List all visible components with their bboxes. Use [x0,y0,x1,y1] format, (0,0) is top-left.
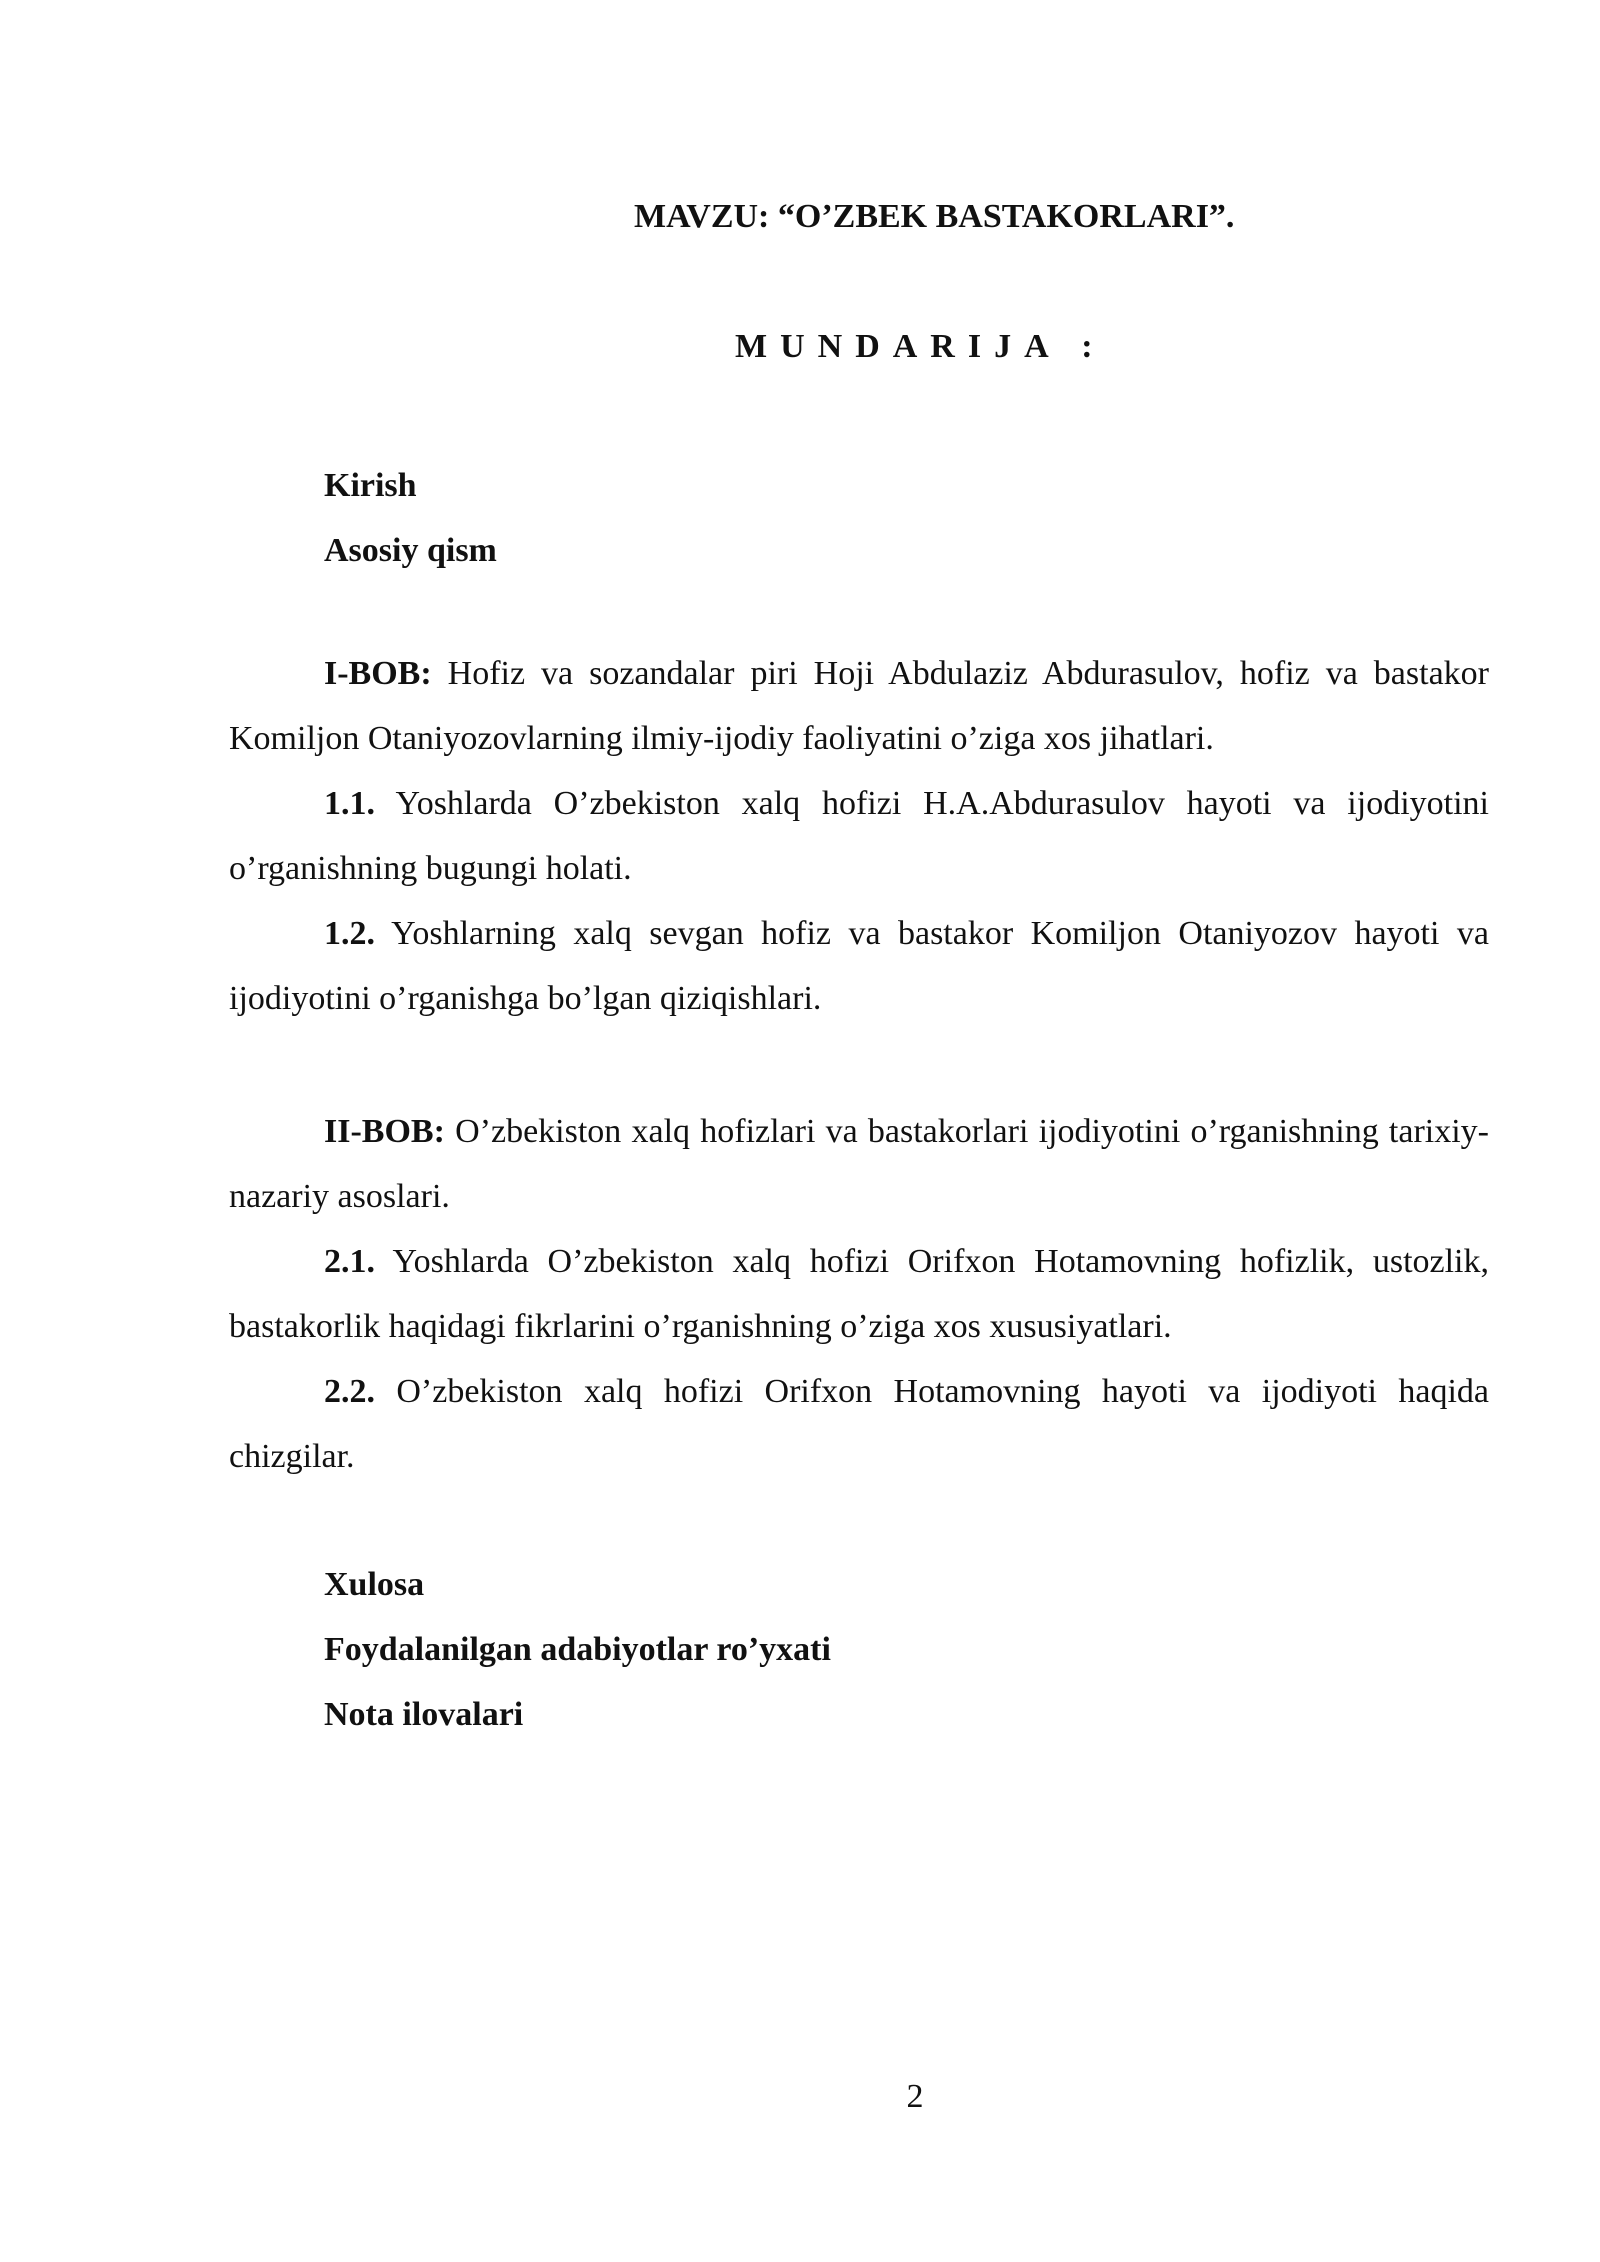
toc-chapter-2 [229,1099,1489,1489]
chapter-2-text: O’zbekiston xalq hofizlari va bastakorlari ijodiyotini o’rganishning tarixiy-nazariy asoslari. [229,1113,1489,1215]
toc-item-sheet-music-appendix: Nota ilovalari [324,1696,524,1733]
section-1-1-label: 1.1. [324,785,375,822]
section-2-1-label: 2.1. [324,1243,375,1280]
chapter-1-label: I-BOB: [324,655,432,692]
toc-item-introduction: Kirish [324,467,417,504]
toc-closing-list [324,1552,831,1747]
toc-heading: MUNDARIJA : [735,328,1106,365]
section-1-2-text: Yoshlarning xalq sevgan hofiz va bastakor Komiljon Otaniyozov hayoti va ijodiyotini o’rganishga bo’lgan qiziqishlari. [229,915,1489,1017]
chapter-2-heading [229,1099,1489,1229]
toc-intro-list [324,453,497,583]
document-title: MAVZU: “O’ZBEK BASTAKORLARI”. [634,198,1235,235]
section-2-2-text: O’zbekiston xalq hofizi Orifxon Hotamovning hayoti va ijodiyoti haqida chizgilar. [229,1373,1489,1475]
chapter-1-text: Hofiz va sozandalar piri Hoji Abdulaziz Abdurasulov, hofiz va bastakor Komiljon Otaniyozovlarning ilmiy-ijodiy faoliyatini o’ziga xos jihatlari. [229,655,1489,757]
toc-item-conclusion: Xulosa [324,1566,425,1603]
page-number: 2 [906,2078,924,2115]
chapter-1-heading [229,641,1489,771]
section-2-2 [229,1359,1489,1489]
section-2-2-label: 2.2. [324,1373,375,1410]
section-1-2 [229,901,1489,1031]
toc-item-references: Foydalanilgan adabiyotlar ro’yxati [324,1631,831,1668]
section-2-1-text: Yoshlarda O’zbekiston xalq hofizi Orifxon Hotamovning hofizlik, ustozlik, bastakorlik haqidagi fikrlarini o’rganishning o’ziga xos xususiyatlari. [229,1243,1489,1345]
section-1-1 [229,771,1489,901]
chapter-2-label: II-BOB: [324,1113,445,1150]
toc-item-main-part: Asosiy qism [324,532,497,569]
toc-chapter-1 [229,641,1489,1031]
section-1-1-text: Yoshlarda O’zbekiston xalq hofizi H.A.Abdurasulov hayoti va ijodiyotini o’rganishning bugungi holati. [229,785,1489,887]
section-2-1 [229,1229,1489,1359]
section-1-2-label: 1.2. [324,915,375,952]
